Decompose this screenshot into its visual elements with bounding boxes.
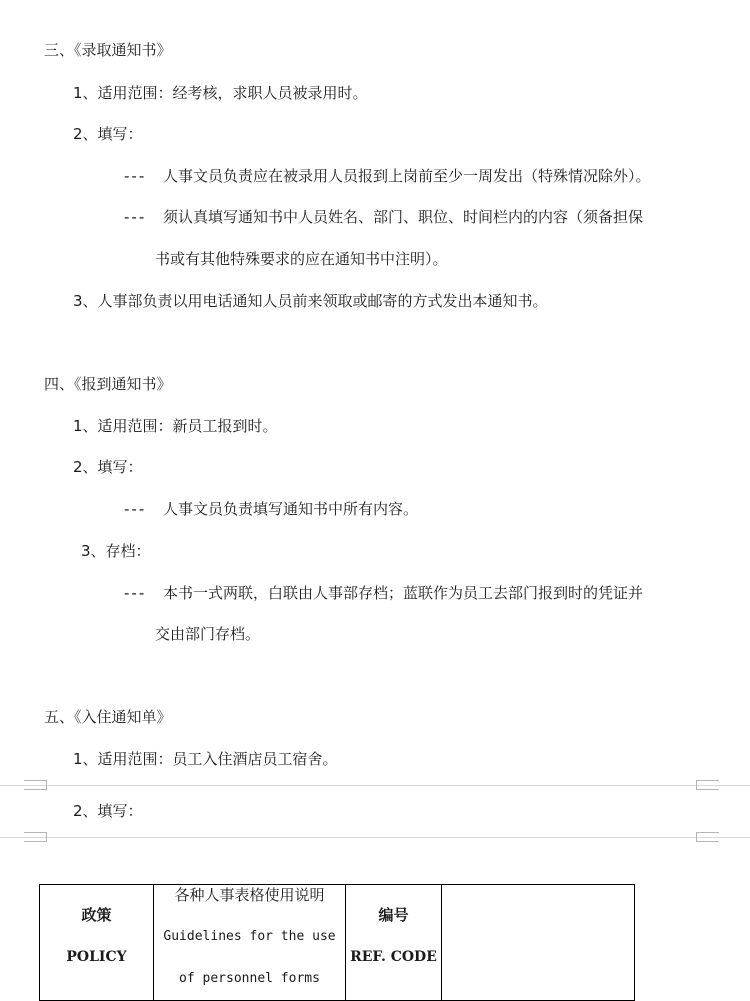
policy-title-en-line-1: Guidelines for the use (163, 929, 336, 944)
margin-marker-top-left (24, 780, 47, 790)
margin-marker-bottom-left (24, 832, 47, 842)
section-5-item-1: 1、适用范围：员工入住酒店员工宿舍。 (73, 750, 338, 768)
policy-title-cell (154, 885, 346, 1001)
ref-code-label-zh: 编号 (378, 906, 409, 924)
ref-code-label-cell (346, 885, 442, 1001)
section-4-heading: 四、《报到通知书》 (44, 375, 172, 393)
ref-code-label-en: REF. CODE (350, 949, 437, 965)
section-4-dash-marker-1: --- (124, 500, 147, 518)
section-3-item-2: 2、填写： (73, 125, 143, 143)
section-3-dash-text-2-line-2: 书或有其他特殊要求的应在通知书中注明）。 (155, 250, 448, 268)
section-4-item-3: 3、存档： (81, 542, 151, 560)
policy-label-en: POLICY (66, 949, 127, 965)
margin-marker-top-right (696, 780, 719, 790)
section-4-item-1: 1、适用范围：新员工报到时。 (73, 417, 278, 435)
section-3-dash-text-1: 人事文员负责应在被录用人员报到上岗前至少一周发出（特殊情况除外）。 (163, 167, 651, 185)
section-4-dash-text-2-line-2: 交由部门存档。 (155, 625, 261, 643)
policy-label-zh: 政策 (81, 906, 112, 924)
section-3-dash-marker-2: --- (124, 208, 147, 226)
section-3-dash-marker-1: --- (124, 167, 147, 185)
policy-label-cell (40, 885, 154, 1001)
ref-code-value-cell[interactable] (442, 885, 635, 1001)
policy-title-en-line-2: of personnel forms (179, 971, 320, 986)
section-3-item-1: 1、适用范围：经考核，求职人员被录用时。 (73, 84, 368, 102)
section-4-dash-text-2-line-1: 本书一式两联，白联由人事部存档；蓝联作为员工去部门报到时的凭证并 (163, 584, 644, 602)
policy-header-table (39, 884, 635, 1001)
margin-marker-bottom-right (696, 832, 719, 842)
policy-title-zh: 各种人事表格使用说明 (174, 886, 325, 904)
section-5-heading: 五、《入住通知单》 (44, 708, 172, 726)
section-3-heading: 三、《录取通知书》 (44, 41, 172, 59)
section-3-item-3: 3、人事部负责以用电话通知人员前来领取或邮寄的方式发出本通知书。 (73, 292, 548, 310)
section-4-dash-text-1: 人事文员负责填写通知书中所有内容。 (163, 500, 419, 518)
page-break-line-bottom (0, 837, 750, 838)
section-4-item-2: 2、填写： (73, 458, 143, 476)
section-3-dash-text-2-line-1: 须认真填写通知书中人员姓名、部门、职位、时间栏内的内容（须备担保 (163, 208, 644, 226)
page-break-line-top (0, 785, 750, 786)
section-4-dash-marker-2: --- (124, 584, 147, 602)
section-5-item-2: 2、填写： (73, 802, 143, 820)
